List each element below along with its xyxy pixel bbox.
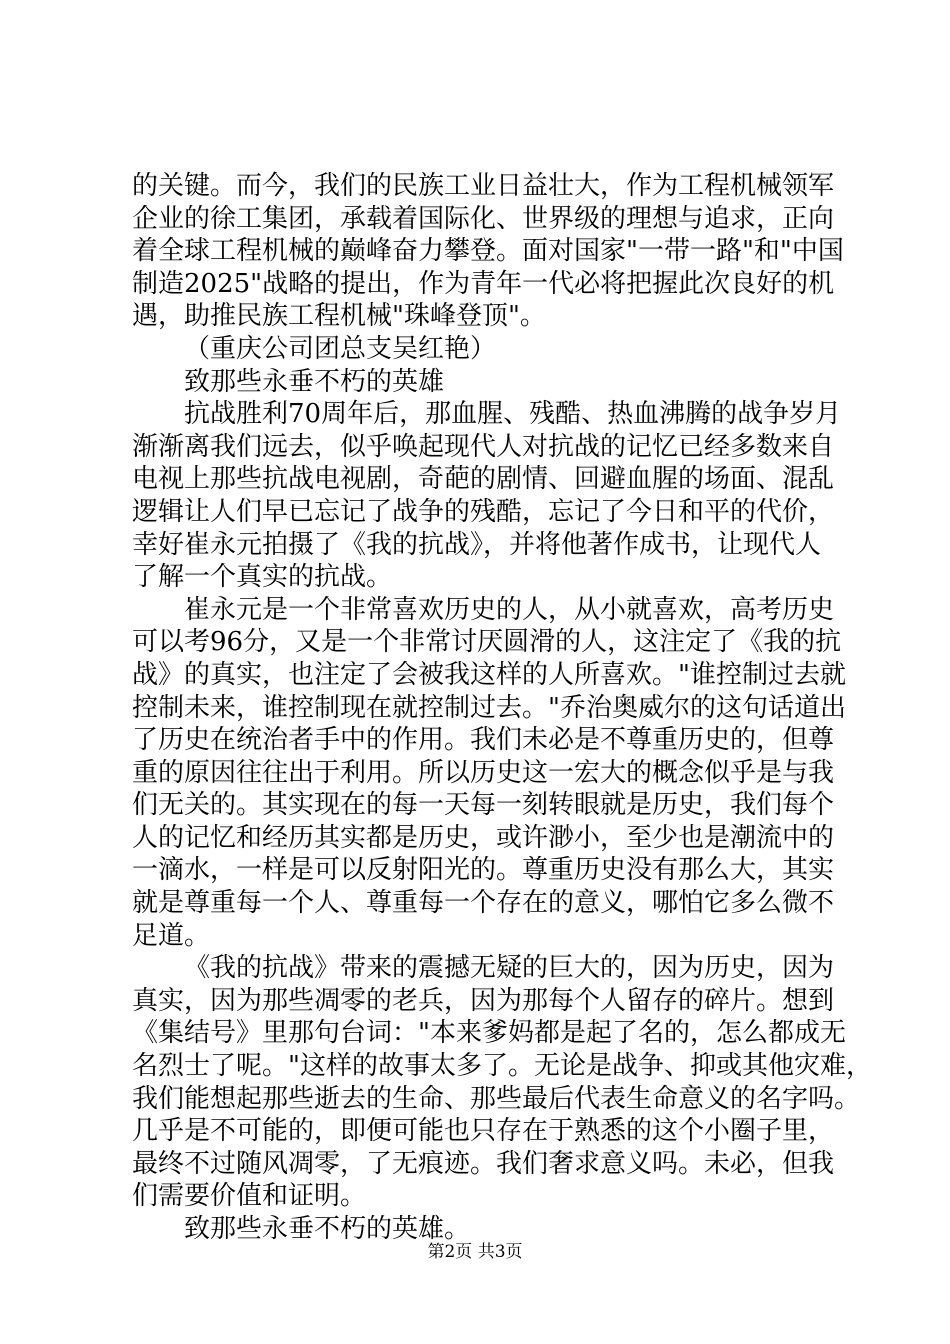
- closing-line: 致那些永垂不朽的英雄。: [184, 1214, 471, 1244]
- text-line: 就是尊重每一个人、尊重每一个存在的意义，哪怕它多么微不: [132, 888, 835, 919]
- text-line: 渐渐离我们远去，似乎唤起现代人对抗战的记忆已经多数来自: [132, 431, 835, 462]
- text-line: 真实，因为那些凋零的老兵，因为那每个人留存的碎片。想到: [132, 985, 835, 1016]
- text-line: 制造2025"战略的提出，作为青年一代必将把握此次良好的机: [132, 268, 835, 299]
- text-line: 企业的徐工集团，承载着国际化、世界级的理想与追求，正向: [132, 203, 835, 234]
- text-line: 了解一个真实的抗战。: [132, 562, 393, 593]
- text-line: 人的记忆和经历其实都是历史，或许渺小，至少也是潮流中的: [132, 822, 835, 853]
- text-line: 重的原因往往出于利用。所以历史这一宏大的概念似乎是与我: [132, 757, 835, 788]
- text-line: 几乎是不可能的，即便可能也只存在于熟悉的这个小圈子里，: [132, 1116, 835, 1147]
- text-line: 《集结号》里那句台词："本来爹妈都是起了名的，怎么都成无: [132, 1018, 846, 1049]
- text-line: 电视上那些抗战电视剧，奇葩的剧情、回避血腥的场面、混乱: [132, 464, 835, 495]
- section-title: 致那些永垂不朽的英雄: [184, 366, 445, 397]
- text-line: 幸好崔永元拍摄了《我的抗战》，并将他著作成书，让现代人: [132, 529, 822, 560]
- text-line: 遇，助推民族工程机械"珠峰登顶"。: [132, 301, 546, 332]
- paragraph-start: 抗战胜利70周年后，那血腥、残酷、热血沸腾的战争岁月: [184, 399, 842, 430]
- text-line: 战》的真实，也注定了会被我这样的人所喜欢。"谁控制过去就: [132, 659, 846, 690]
- text-line: 一滴水，一样是可以反射阳光的。尊重历史没有那么大，其实: [132, 855, 835, 886]
- paragraph-start: 崔永元是一个非常喜欢历史的人，从小就喜欢，高考历史: [184, 594, 835, 625]
- text-line: 们需要价值和证明。: [132, 1181, 367, 1212]
- document-body: [132, 170, 872, 1246]
- page-number-footer: 第2页 共3页: [427, 1242, 523, 1262]
- paragraph-start: 《我的抗战》带来的震撼无疑的巨大的，因为历史，因为: [184, 953, 835, 984]
- text-line: 控制未来，谁控制现在就控制过去。"乔治奥威尔的这句话道出: [132, 692, 846, 723]
- text-line: 最终不过随风凋零，了无痕迹。我们奢求意义吗。未必，但我: [132, 1148, 835, 1179]
- text-line: 逻辑让人们早已忘记了战争的残酷，忘记了今日和平的代价，: [132, 496, 835, 527]
- text-line: 我们能想起那些逝去的生命、那些最后代表生命意义的名字吗。: [132, 1083, 861, 1114]
- text-line: 的关键。而今，我们的民族工业日益壮大，作为工程机械领军: [132, 171, 835, 201]
- author-credit: （重庆公司团总支吴红艳）: [184, 333, 497, 364]
- text-line: 们无关的。其实现在的每一天每一刻转眼就是历史，我们每个: [132, 790, 835, 821]
- text-line: 可以考96分，又是一个非常讨厌圆滑的人，这注定了《我的抗: [132, 627, 842, 658]
- text-line: 足道。: [132, 920, 211, 951]
- text-line: 了历史在统治者手中的作用。我们未必是不尊重历史的，但尊: [132, 725, 835, 756]
- text-line: 名烈士了呢。"这样的故事太多了。无论是战争、抑或其他灾难，: [132, 1051, 872, 1082]
- text-line: 着全球工程机械的巅峰奋力攀登。面对国家"一带一路"和"中国: [132, 236, 844, 267]
